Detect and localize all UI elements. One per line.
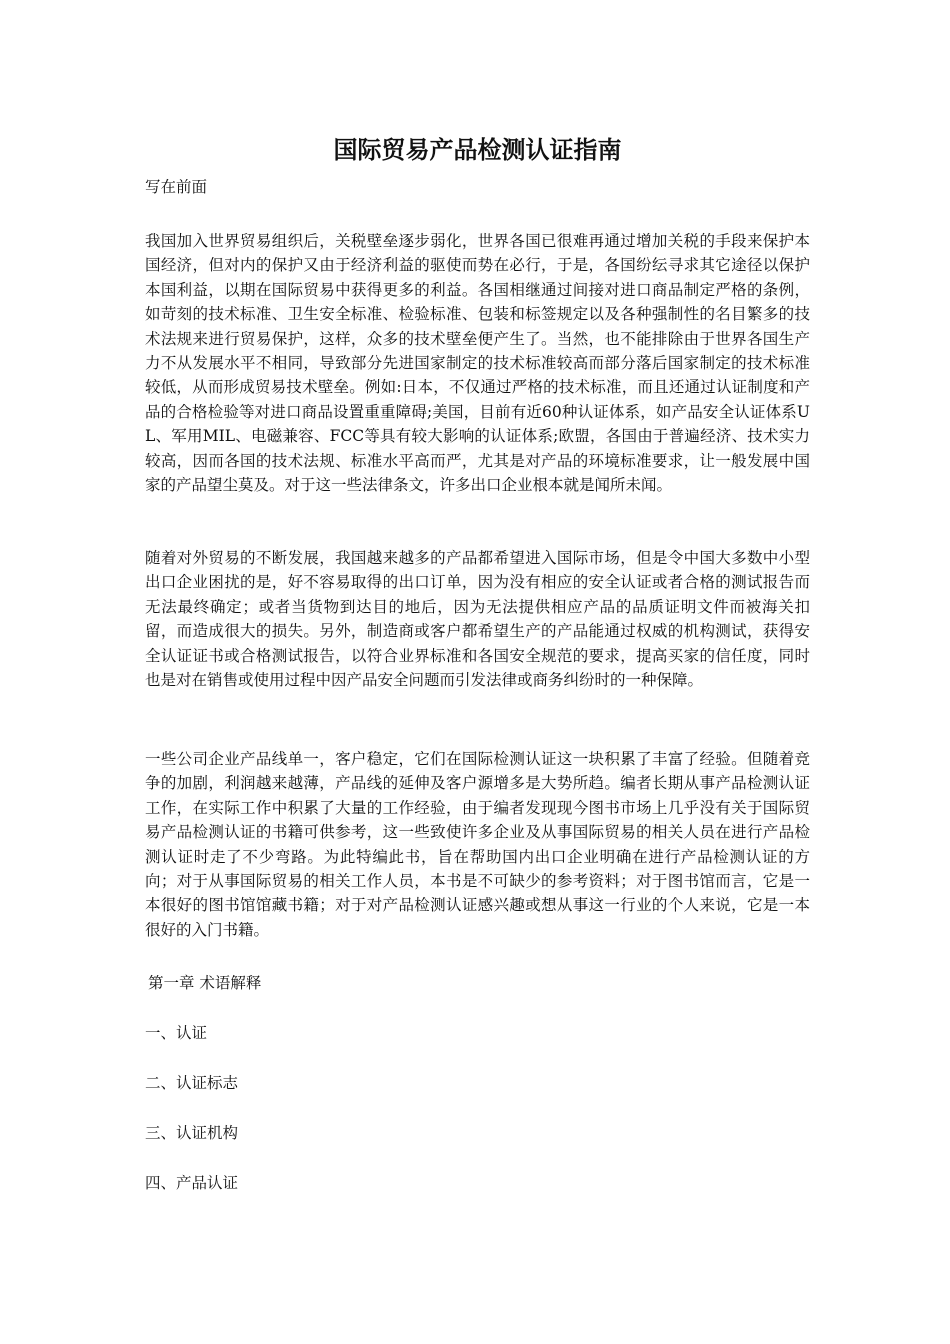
paragraph: 我国加入世界贸易组织后，关税壁垒逐步弱化，世界各国已很难再通过增加关税的手段来保护本国经济，但对内的保护又由于经济利益的驱使而势在必行，于是，各国纷纭寻求其它途径以保护本国利益，以期在国际贸易中获得更多的利益。各国相继通过间接对进口商品制定严格的条例，如苛刻的技术标准、卫生安全标准、检验标准、包装和标签规定以及各种强制性的名目繁多的技术法规来进行贸易保护，这样，众多的技术壁垒便产生了。当然，也不能排除由于世界各国生产力不从发展水平不相同，导致部分先进国家制定的技术标准较高而部分落后国家制定的技术标准较低，从而形成贸易技术壁垒。例如:日本，不仅通过严格的技术标准，而且还通过认证制度和产品的合格检验等对进口商品设置重重障碍;美国，目前有近60种认证体系，如产品安全认证体系UL、军用MIL、电磁兼容、FCC等具有较大影响的认证体系;欧盟，各国由于普遍经济、技术实力较高，因而各国的技术法规、标准水平高而严，尤其是对产品的环境标准要求，让一般发展中国家的产品望尘莫及。对于这一些法律条文，许多出口企业根本就是闻所未闻。 [145, 232, 810, 495]
document-title: 国际贸易产品检测认证指南 [333, 135, 622, 164]
section-item: 三、认证机构 [145, 1124, 239, 1142]
section-item: 四、产品认证 [145, 1174, 239, 1192]
section-item: 一、认证 [145, 1024, 208, 1042]
chapter-heading: 第一章 术语解释 [148, 974, 262, 992]
paragraph: 一些公司企业产品线单一，客户稳定，它们在国际检测认证这一块积累了丰富了经验。但随着竞争的加剧，利润越来越薄，产品线的延伸及客户源增多是大势所趋。编者长期从事产品检测认证工作，在实际工作中积累了大量的工作经验，由于编者发现现今图书市场上几乎没有关于国际贸易产品检测认证的书籍可供参考，这一些致使许多企业及从事国际贸易的相关人员在进行产品检测认证时走了不少弯路。为此特编此书，旨在帮助国内出口企业明确在进行产品检测认证的方向；对于从事国际贸易的相关工作人员，本书是不可缺少的参考资料；对于图书馆而言，它是一本很好的图书馆馆藏书籍；对于对产品检测认证感兴趣或想从事这一行业的个人来说，它是一本很好的入门书籍。 [145, 750, 810, 939]
section-item: 二、认证标志 [145, 1074, 239, 1092]
preface-heading: 写在前面 [145, 178, 208, 196]
paragraph: 随着对外贸易的不断发展，我国越来越多的产品都希望进入国际市场，但是令中国大多数中小型出口企业困扰的是，好不容易取得的出口订单，因为没有相应的安全认证或者合格的测试报告而无法最终确定；或者当货物到达目的地后，因为无法提供相应产品的品质证明文件而被海关扣留，而造成很大的损失。另外，制造商或客户都希望生产的产品能通过权威的机构测试，获得安全认证证书或合格测试报告，以符合业界标准和各国安全规范的要求，提高买家的信任度，同时也是对在销售或使用过程中因产品安全问题而引发法律或商务纠纷时的一种保障。 [145, 549, 810, 690]
